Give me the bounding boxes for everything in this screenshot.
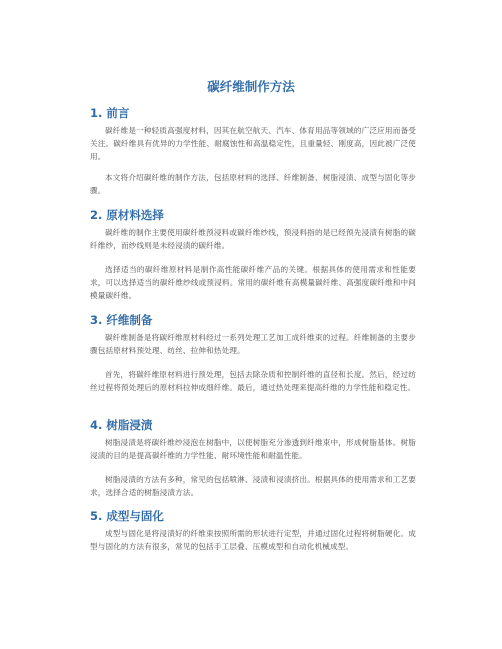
paragraph: 碳纤维的制作主要使用碳纤维预浸料或碳纤维纱线，预浸料指的是已经预先浸渍有树脂的碳纤维纱，而纱线则是未经浸渍的碳纤维。 (90, 228, 416, 250)
section-heading-intro: 1. 前言 (90, 106, 130, 120)
paragraph: 碳纤维是一种轻质高强度材料，因其在航空航天、汽车、体育用品等领域的广泛应用而备受关注。碳纤维具有优异的力学性能、耐腐蚀性和高温稳定性，且重量轻、刚度高，因此被广泛使用。 (90, 126, 416, 161)
document-title: 碳纤维制作方法 (207, 79, 295, 94)
paragraph: 成型与固化是将浸渍好的纤维束按照所需的形状进行定型，并通过固化过程将树脂硬化。成型与固化的方法有很多，常见的包括手工层叠、压模成型和自动化机械成型。 (90, 529, 416, 551)
paragraph: 本文将介绍碳纤维的制作方法，包括原材料的选择、纤维制备、树脂浸渍、成型与固化等步骤。 (90, 173, 416, 195)
paragraph: 选择适当的碳纤维原材料是制作高性能碳纤维产品的关键。根据具体的使用需求和性能要求，可以选择适当的碳纤维纱线或预浸料。常用的碳纤维有高模量碳纤维、高强度碳纤维和中间模量碳纤维。 (90, 265, 416, 300)
section-heading-fiber-prep: 3. 纤维制备 (90, 313, 153, 327)
paragraph: 首先，将碳纤维原材料进行预处理，包括去除杂质和控制纤维的直径和长度。然后，经过纺丝过程将预处理后的原材料拉伸成细纤维。最后，通过热处理来提高纤维的力学性能和稳定性。 (90, 370, 416, 392)
paragraph: 树脂浸渍是将碳纤维纱浸泡在树脂中，以使树脂充分渗透到纤维束中，形成树脂基体。树脂浸渍的目的是提高碳纤维的力学性能、耐环境性能和耐温性能。 (90, 438, 416, 460)
paragraph: 树脂浸渍的方法有多种，常见的包括喷淋、浸渍和浸渍挤出。根据具体的使用需求和工艺要求，选择合适的树脂浸渍方法。 (90, 475, 416, 497)
paragraph: 碳纤维制备是将碳纤维原材料经过一系列处理工艺加工成纤维束的过程。纤维制备的主要步骤包括原材料预处理、纺丝、拉伸和热处理。 (90, 333, 416, 355)
section-heading-forming: 5. 成型与固化 (90, 509, 164, 523)
section-heading-resin: 4. 树脂浸渍 (90, 418, 153, 432)
section-heading-materials: 2. 原材料选择 (90, 208, 164, 222)
